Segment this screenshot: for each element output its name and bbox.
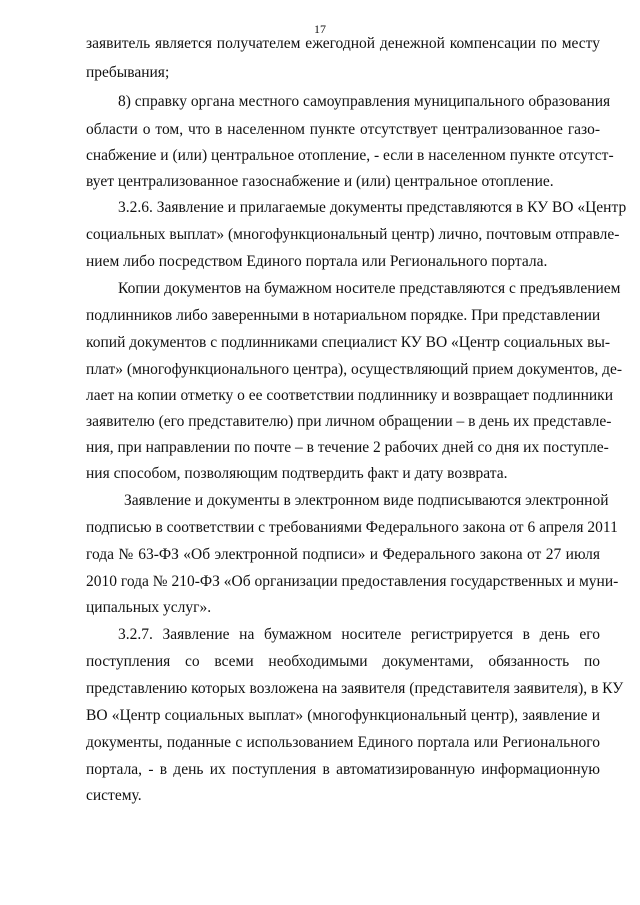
text-line: заявитель является получателем ежегодной денежной компенсации по месту <box>86 35 600 52</box>
text-line: года № 63-ФЗ «Об электронной подписи» и Федерального закона от 27 июля <box>86 546 600 563</box>
text-line: Заявление и документы в электронном виде подписываются электронной <box>124 492 609 509</box>
text-line: портала, - в день их поступления в автоматизированную информационную <box>86 761 600 778</box>
text-line: поступления со всеми необходимыми документами, обязанность по <box>86 653 600 670</box>
text-line: 3.2.7. Заявление на бумажном носителе регистрируется в день его <box>118 626 600 643</box>
text-line: систему. <box>86 787 142 804</box>
page-number: 17 <box>314 22 326 36</box>
text-line: копий документов с подлинниками специалист КУ ВО «Центр социальных вы- <box>86 334 611 351</box>
text-line: Копии документов на бумажном носителе представляются с предъявлением <box>118 280 621 297</box>
text-line: социальных выплат» (многофункциональный центр) лично, почтовым отправле- <box>86 226 620 243</box>
text-line: нием либо посредством Единого портала или Регионального портала. <box>86 253 548 270</box>
text-line: вует централизованное газоснабжение и (или) центральное отопление. <box>86 173 554 190</box>
text-line: 3.2.6. Заявление и прилагаемые документы представляются в КУ ВО «Центр <box>118 199 627 216</box>
text-line: подписью в соответствии с требованиями Федерального закона от 6 апреля 2011 <box>86 519 618 536</box>
text-line: подлинников либо заверенными в нотариальном порядке. При представлении <box>86 307 601 324</box>
text-line: лает на копии отметку о ее соответствии подлиннику и возвращает подлинники <box>86 387 613 404</box>
text-line: снабжение и (или) центральное отопление, - если в населенном пункте отсутст- <box>86 147 614 164</box>
text-line: ния, при направлении по почте – в течение 2 рабочих дней со дня их поступле- <box>86 439 609 456</box>
text-line: ВО «Центр социальных выплат» (многофункциональный центр), заявление и <box>86 707 600 724</box>
text-line: ципальных услуг». <box>86 599 212 616</box>
text-line: 2010 года № 210-ФЗ «Об организации предоставления государственных и муни- <box>86 573 619 590</box>
text-line: 8) справку органа местного самоуправления муниципального образования <box>118 93 611 110</box>
text-line: ния способом, позволяющим подтвердить факт и дату возврата. <box>86 465 508 482</box>
text-line: представлению которых возложена на заявителя (представителя заявителя), в КУ <box>86 680 624 697</box>
text-line: плат» (многофункционального центра), осуществляющий прием документов, де- <box>86 361 623 378</box>
text-line: пребывания; <box>86 64 170 81</box>
text-line: области о том, что в населенном пункте отсутствует централизованное газо- <box>86 121 600 138</box>
text-line: документы, поданные с использованием Единого портала или Регионального <box>86 734 600 751</box>
text-line: заявителю (его представителю) при личном обращении – в день их представле- <box>86 413 612 430</box>
